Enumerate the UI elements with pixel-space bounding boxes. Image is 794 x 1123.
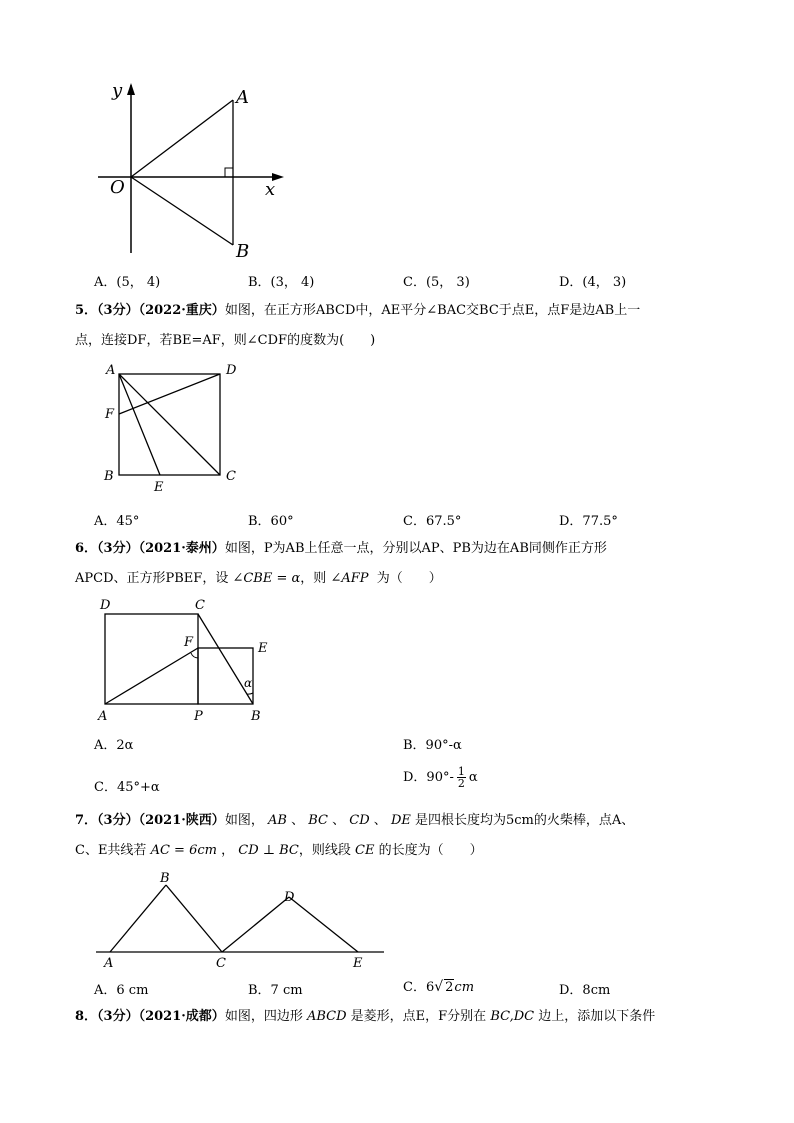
q7-option-c-unit: cm [454, 980, 475, 995]
q7-stem-line2 [75, 844, 483, 857]
q7-ac-eq: AC = 6cm [150, 843, 217, 858]
q6-option-d-prefix: D．90°- [403, 770, 454, 785]
q4-option-b[interactable]: B．(3， 4) [248, 275, 315, 290]
q5-stem-text1: 如图，在正方形ABCD中，AE平分∠BAC交BC于点E，点F是边AB上一 [224, 303, 641, 318]
q6-stem-line2 [75, 572, 442, 585]
q5-label-d: D [226, 363, 237, 378]
q5-option-b[interactable]: B．60° [248, 514, 294, 529]
q7-option-c-radicand: 2 [445, 980, 454, 995]
q7-stem2-mid: ，则线段 [298, 843, 351, 858]
q5-label-a: A [106, 363, 116, 378]
q6-angle-afp: ∠AFP [330, 571, 369, 586]
q7-comma: ， [221, 843, 235, 858]
q5-option-a[interactable]: A．45° [94, 514, 140, 529]
q7-seg-ab: AB [267, 813, 287, 828]
q7-matchsticks-figure [94, 868, 394, 973]
q7-sep2: 、 [332, 813, 346, 828]
q6-stem-text1: 如图，P为AB上任意一点，分别以AP、PB为边在AB同侧作正方形 [224, 541, 607, 556]
q8-number: 8． [75, 1009, 98, 1024]
q6-option-a[interactable]: A．2α [94, 738, 134, 753]
q7-label-b: B [160, 871, 170, 886]
q7-option-c-prefix: C．6 [403, 980, 435, 995]
q5-stem-line2: 点，连接DF，若BE=AF，则∠CDF的度数为( ) [75, 333, 376, 348]
q6-label-e: E [258, 641, 268, 656]
q7-seg-bc: BC [308, 813, 328, 828]
q4-point-a-label: A [236, 87, 249, 108]
q7-stem2-post: 的长度为（ ） [378, 843, 483, 858]
q7-stem-pre: 如图， [224, 813, 264, 828]
q6-angle-cbe: ∠CBE = α [232, 571, 301, 586]
q4-coordinate-figure [90, 75, 290, 265]
q8-stem-post: 边上，添加以下条件 [538, 1009, 656, 1024]
q5-label-e: E [154, 480, 164, 495]
q8-stem-pre: 如图，四边形 [224, 1009, 303, 1024]
q7-meta: （3分）（2021·陕西） [97, 813, 225, 828]
q6-squares-figure [94, 596, 284, 726]
q6-option-d-denominator: 2 [457, 777, 465, 790]
q8-sides: BC,DC [490, 1009, 535, 1024]
q6-meta: （3分）（2021·泰州） [97, 541, 225, 556]
q7-stem2-pre: C、E共线若 [75, 843, 147, 858]
q6-option-d-suffix: α [468, 770, 478, 785]
q6-label-p: P [194, 709, 203, 724]
q8-meta: （3分）（2021·成都） [97, 1009, 225, 1024]
q7-seg-de: DE [390, 813, 411, 828]
q7-option-d[interactable]: D．8cm [559, 983, 611, 998]
q5-label-f: F [105, 407, 115, 422]
q7-sep1: 、 [291, 813, 305, 828]
q7-cd-perp: CD ⊥ BC [238, 843, 299, 858]
q4-y-label: y [112, 80, 123, 101]
q7-stem-line1 [75, 814, 634, 827]
q6-label-c: C [195, 598, 205, 613]
q4-option-a[interactable]: A．(5， 4) [94, 275, 161, 290]
q7-stem-post: 是四根长度均为5cm的火柴棒，点A、 [415, 813, 635, 828]
q8-stem-line1 [75, 1010, 655, 1023]
q7-seg-ce: CE [355, 843, 375, 858]
q5-option-c[interactable]: C．67.5° [403, 514, 462, 529]
q5-number: 5． [75, 303, 98, 318]
q5-meta: （3分）（2022·重庆） [97, 303, 225, 318]
q7-seg-cd: CD [349, 813, 370, 828]
q7-label-a: A [104, 956, 114, 971]
q4-x-label: x [265, 179, 276, 200]
q6-number: 6． [75, 541, 98, 556]
q6-option-c[interactable]: C．45°+α [94, 780, 160, 795]
q7-label-d: D [284, 890, 295, 905]
q7-sep3: 、 [373, 813, 387, 828]
q6-option-d[interactable] [403, 766, 478, 789]
q4-option-c[interactable]: C．(5， 3) [403, 275, 470, 290]
q6-option-d-fraction [457, 766, 466, 789]
q6-stem-line1 [75, 542, 607, 555]
q6-stem-text2: APCD、正方形PBEF，设 [75, 571, 229, 586]
q5-label-c: C [226, 469, 236, 484]
q8-stem-mid: 是菱形，点E，F分别在 [350, 1009, 487, 1024]
q4-option-d[interactable]: D．(4， 3) [559, 275, 627, 290]
q7-label-e: E [353, 956, 363, 971]
q6-option-d-numerator: 1 [457, 765, 465, 778]
q6-label-b: B [251, 709, 261, 724]
q7-label-c: C [216, 956, 226, 971]
q7-option-b[interactable]: B．7 cm [248, 983, 303, 998]
q6-option-b[interactable]: B．90°-α [403, 738, 462, 753]
q5-stem-line1 [75, 304, 640, 317]
q6-stem-mid: ，则 [300, 571, 327, 586]
q6-stem-post: 为（ ） [376, 571, 442, 586]
q5-option-d[interactable]: D．77.5° [559, 514, 618, 529]
q6-label-f: F [184, 635, 194, 650]
q6-label-alpha: α [244, 676, 253, 690]
q8-quad: ABCD [306, 1009, 347, 1024]
q4-origin-label: O [110, 177, 125, 198]
q4-point-b-label: B [236, 241, 250, 262]
q6-label-a: A [98, 709, 108, 724]
q5-square-figure [100, 360, 250, 495]
q7-option-c[interactable]: C．6√ 2cm [403, 979, 475, 995]
q7-option-a[interactable]: A．6 cm [94, 983, 149, 998]
q6-label-d: D [100, 598, 111, 613]
q5-label-b: B [104, 469, 114, 484]
q7-number: 7． [75, 813, 98, 828]
